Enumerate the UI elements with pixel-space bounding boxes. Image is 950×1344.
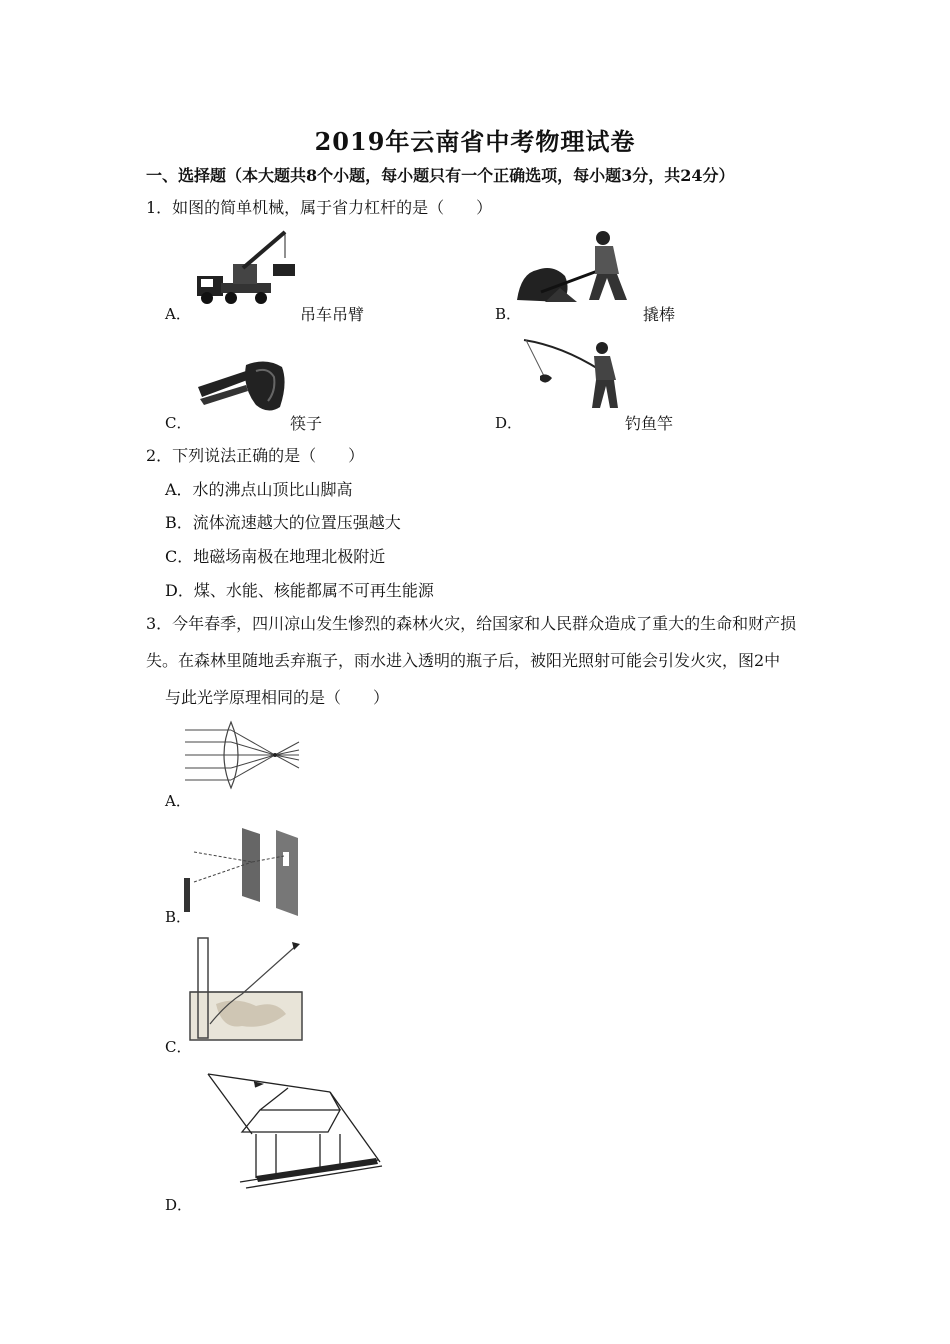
prism-reflection-figure (200, 1070, 385, 1194)
q1-option-c-letter: C． (165, 414, 192, 432)
q2-option-a: A．水的沸点山顶比山脚高 (165, 480, 353, 499)
fishing-rod-figure (522, 336, 626, 416)
q1-option-a-letter: A． (165, 305, 191, 323)
question-3-stem-line-2: 失。在森林里随地丢弃瓶子，雨水进入透明的瓶子后，被阳光照射可能会引发火灾，图2中 (146, 651, 781, 670)
q1-option-b-caption: 撬棒 (643, 305, 676, 324)
q1-option-d-caption: 钓鱼竿 (625, 414, 674, 433)
question-2-stem: 2．下列说法正确的是（ ） (146, 446, 365, 465)
q1-option-c-caption: 筷子 (290, 414, 323, 433)
q3-option-c-letter: C． (165, 1038, 192, 1056)
question-3-stem-line-3: 与此光学原理相同的是（ ） (165, 688, 390, 707)
q3-option-d-letter: D． (165, 1196, 193, 1214)
q2-option-c: C．地磁场南极在地理北极附近 (165, 547, 386, 566)
q3-option-a-letter: A． (165, 792, 191, 810)
water-refraction-figure (186, 934, 306, 1042)
q1-option-a-caption: 吊车吊臂 (300, 305, 365, 324)
page-title: 2019年云南省中考物理试卷 (314, 127, 636, 156)
q2-option-d: D．煤、水能、核能都属不可再生能源 (165, 581, 434, 600)
question-1-stem: 1．如图的简单机械，属于省力杠杆的是（ ） (146, 198, 493, 217)
crowbar-figure (515, 228, 640, 308)
q1-option-b-letter: B． (495, 305, 522, 323)
section-heading: 一、选择题（本大题共8个小题，每小题只有一个正确选项，每小题3分，共24分） (146, 166, 735, 185)
chopsticks-figure (196, 357, 288, 417)
convex-lens-figure (183, 720, 303, 790)
pinhole-figure (180, 826, 305, 918)
q2-option-b: B．流体流速越大的位置压强越大 (165, 513, 401, 532)
q3-option-b-letter: B． (165, 908, 192, 926)
crane-figure (193, 228, 303, 308)
q1-option-d-letter: D． (495, 414, 523, 432)
question-3-stem-line-1: 3．今年春季，四川凉山发生惨烈的森林火灾，给国家和人民群众造成了重大的生命和财产损 (146, 614, 797, 633)
